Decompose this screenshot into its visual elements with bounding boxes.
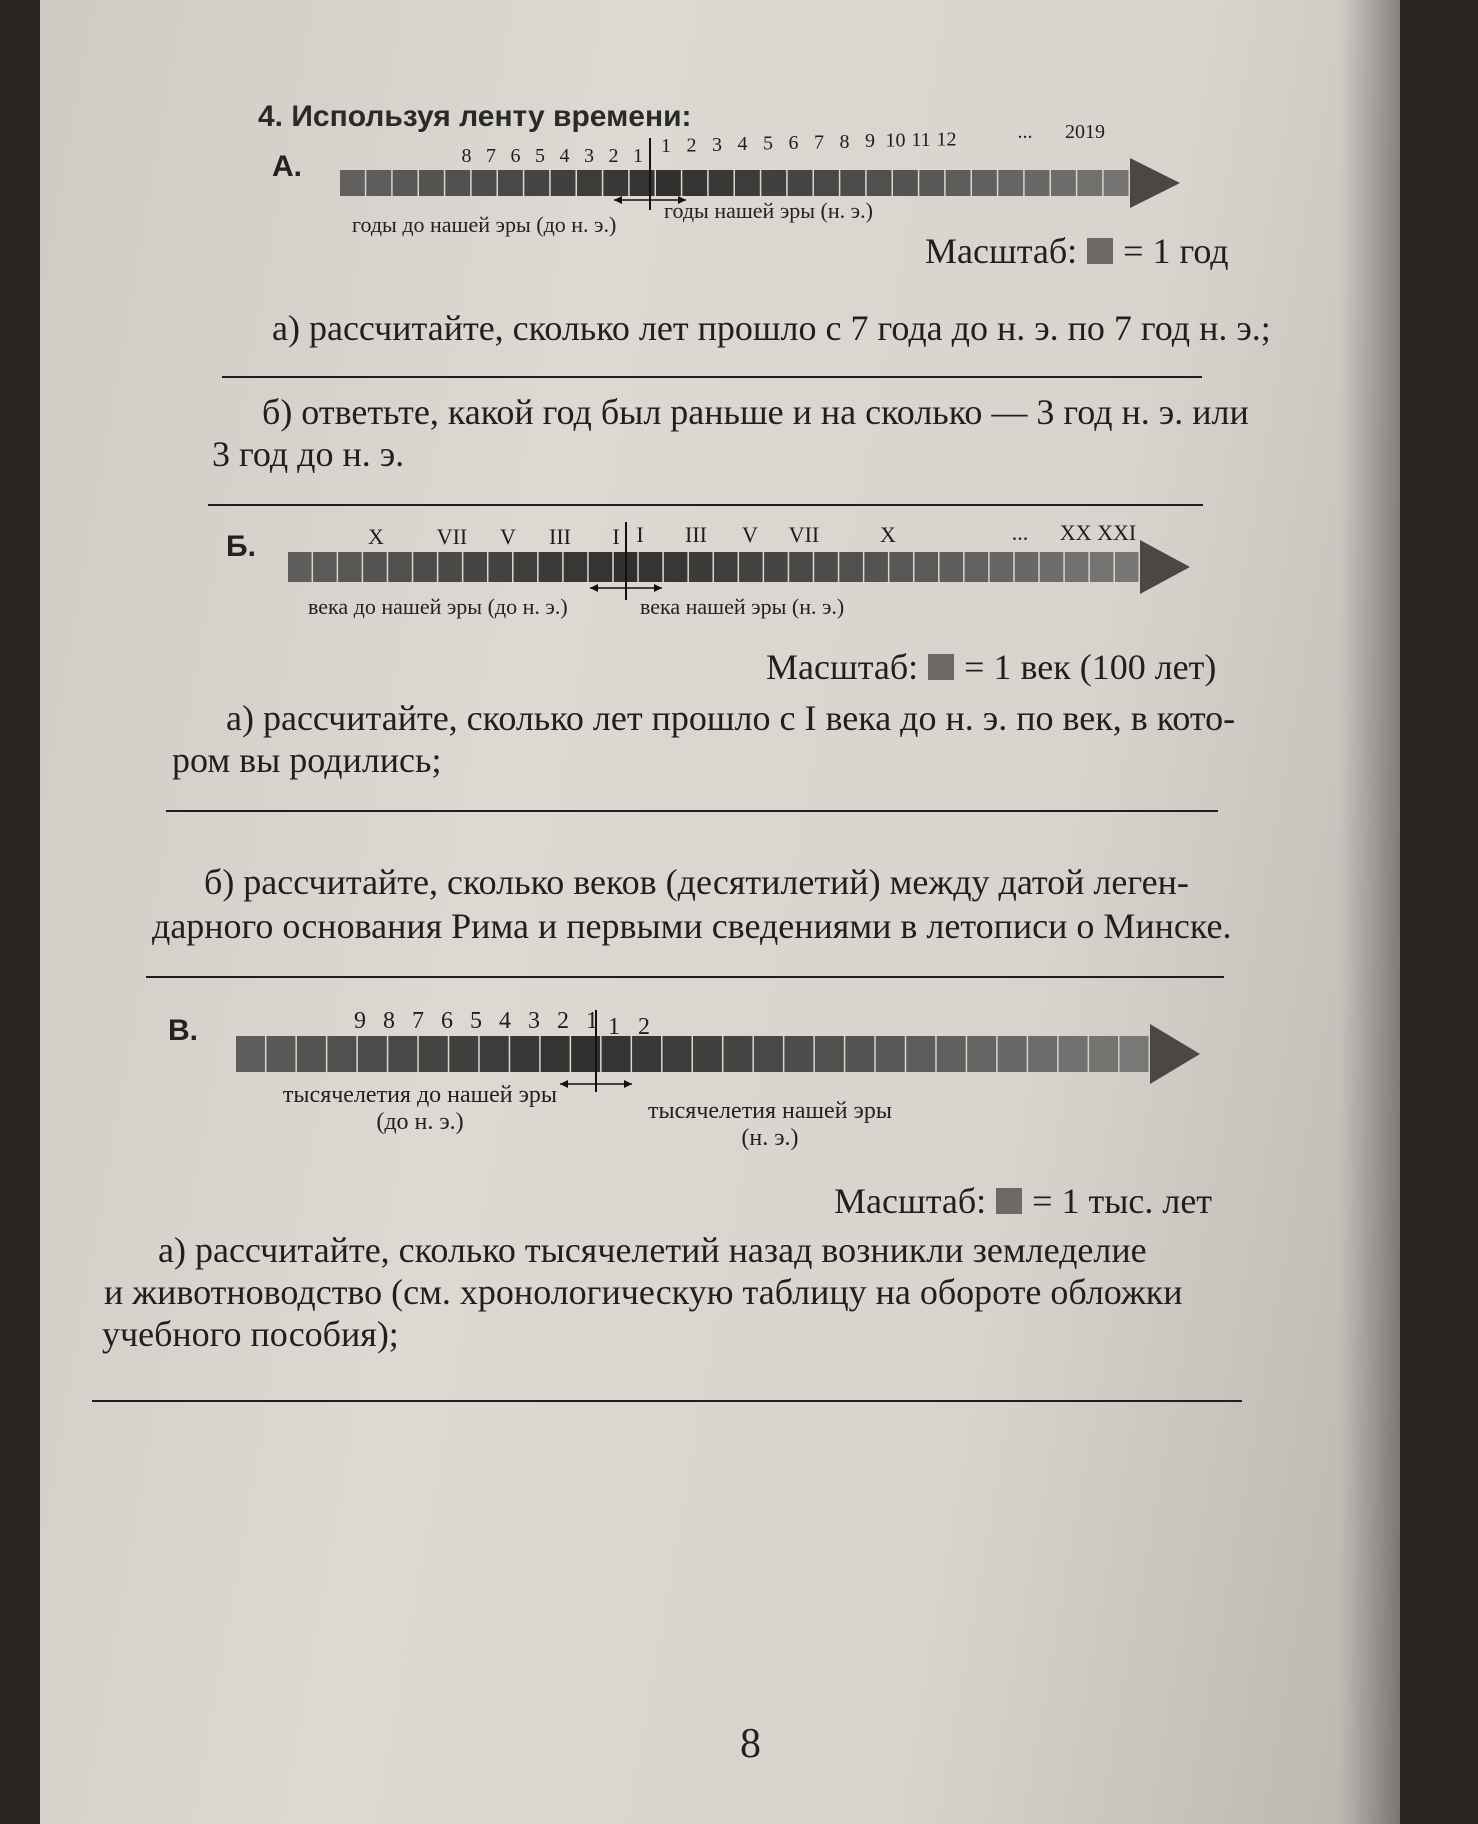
timeline-cell bbox=[663, 1036, 692, 1072]
timeline-cell bbox=[914, 552, 938, 582]
timeline-cell bbox=[514, 552, 538, 582]
timeline-a-tick-ce: 6 bbox=[788, 132, 799, 154]
timeline-cell bbox=[723, 1036, 752, 1072]
timeline-c-tick-bce: 7 bbox=[412, 1008, 424, 1034]
timeline-cell bbox=[967, 1036, 996, 1072]
timeline-cell bbox=[236, 1036, 265, 1072]
answer-line-a-1[interactable] bbox=[222, 376, 1202, 378]
timeline-cell bbox=[867, 170, 892, 196]
question-b-1-line2: ром вы родились; bbox=[172, 740, 442, 780]
timeline-cell bbox=[788, 170, 813, 196]
timeline-cell bbox=[1025, 170, 1050, 196]
timeline-c-tick-bce: 6 bbox=[441, 1008, 453, 1034]
timeline-c-tick-bce: 3 bbox=[528, 1008, 540, 1034]
timeline-cell bbox=[419, 170, 444, 196]
timeline-cell bbox=[1089, 1036, 1118, 1072]
timeline-cell bbox=[814, 552, 838, 582]
timeline-a-tick-ce: 3 bbox=[712, 133, 722, 156]
question-c-1-line3: учебного пособия); bbox=[102, 1314, 399, 1354]
arrow-head-icon bbox=[1130, 158, 1180, 208]
timeline-cell bbox=[1104, 170, 1129, 196]
arrow-head-icon bbox=[1150, 1024, 1200, 1084]
timeline-cell bbox=[990, 552, 1014, 582]
timeline-a-tick-ce: 10 bbox=[885, 129, 906, 152]
timeline-a-tick-bce: 1 bbox=[633, 145, 643, 167]
timeline-c-tick-bce: 5 bbox=[470, 1008, 482, 1034]
timeline-a-tick-ce: 5 bbox=[763, 132, 773, 155]
scale-square-icon bbox=[996, 1188, 1022, 1214]
timeline-cell bbox=[445, 170, 470, 196]
scale-b-value: = 1 век (100 лет) bbox=[964, 647, 1217, 687]
timeline-cell bbox=[889, 552, 913, 582]
timeline-a-tick-bce: 2 bbox=[608, 145, 619, 167]
timeline-cell bbox=[488, 552, 512, 582]
timeline-cell bbox=[845, 1036, 874, 1072]
timeline-b bbox=[40, 510, 1400, 650]
question-a-1: а) рассчитайте, сколько лет прошло с 7 года до н. э. по 7 год н. э.; bbox=[272, 308, 1271, 348]
timeline-cell bbox=[965, 552, 989, 582]
timeline-cell bbox=[1040, 552, 1064, 582]
timeline-cell bbox=[1120, 1036, 1149, 1072]
question-b-1-line1: а) рассчитайте, сколько лет прошло с I века до н. э. по век, в кото- bbox=[226, 698, 1236, 738]
timeline-cell bbox=[577, 170, 602, 196]
timeline-a-caption-bce: годы до нашей эры (до н. э.) bbox=[352, 212, 617, 237]
timeline-cell bbox=[656, 170, 681, 196]
timeline-cell bbox=[524, 170, 549, 196]
timeline-cell bbox=[682, 170, 707, 196]
timeline-cell bbox=[266, 1036, 295, 1072]
arrow-head-icon bbox=[1140, 540, 1190, 594]
timeline-cell bbox=[998, 170, 1023, 196]
timeline-a-ellipsis: ... bbox=[1017, 121, 1033, 143]
timeline-cell bbox=[632, 1036, 661, 1072]
timeline-c-tick-ce: 2 bbox=[638, 1014, 650, 1040]
timeline-cell bbox=[761, 170, 786, 196]
answer-line-a-2[interactable] bbox=[208, 504, 1203, 506]
scale-a-value: = 1 год bbox=[1123, 231, 1229, 271]
timeline-c-caption-bce-line1: тысячелетия до нашей эры bbox=[282, 1082, 558, 1108]
timeline-cell bbox=[689, 552, 713, 582]
timeline-cell bbox=[764, 552, 788, 582]
question-b-2-line1: б) рассчитайте, сколько веков (десятилетий) между датой леген- bbox=[204, 862, 1189, 902]
timeline-a-tick-bce: 7 bbox=[486, 145, 496, 167]
timeline-cell bbox=[639, 552, 663, 582]
timeline-a-tick-bce: 3 bbox=[584, 145, 594, 167]
workbook-page bbox=[40, 0, 1400, 1824]
timeline-cell bbox=[539, 552, 563, 582]
answer-line-c-1[interactable] bbox=[92, 1400, 1242, 1402]
timeline-cell bbox=[784, 1036, 813, 1072]
timeline-cell bbox=[1065, 552, 1089, 582]
timeline-c-tick-ce: 1 bbox=[608, 1014, 620, 1040]
timeline-cell bbox=[998, 1036, 1027, 1072]
scale-b-label: Масштаб: bbox=[766, 647, 919, 687]
timeline-a-tick-ce: 11 bbox=[911, 129, 931, 151]
scale-square-icon bbox=[1087, 238, 1113, 264]
timeline-cell bbox=[498, 170, 523, 196]
scale-c-label: Масштаб: bbox=[834, 1181, 987, 1221]
timeline-a-caption-ce: годы нашей эры (н. э.) bbox=[664, 198, 873, 223]
timeline-cell bbox=[754, 1036, 783, 1072]
timeline-b-tick-ce: V bbox=[742, 522, 758, 547]
timeline-b-tick-bce: V bbox=[500, 524, 516, 549]
timeline-cell bbox=[366, 170, 391, 196]
question-a-2-line1: б) ответьте, какой год был раньше и на сколько — 3 год н. э. или bbox=[262, 392, 1249, 432]
timeline-cell bbox=[1028, 1036, 1057, 1072]
timeline-cell bbox=[393, 170, 418, 196]
timeline-cell bbox=[438, 552, 462, 582]
timeline-cell bbox=[815, 1036, 844, 1072]
timeline-cell bbox=[876, 1036, 905, 1072]
timeline-cell bbox=[551, 170, 576, 196]
task-title: 4. Используя ленту времени: bbox=[258, 100, 692, 133]
question-a-2-line2: 3 год до н. э. bbox=[212, 434, 405, 474]
timeline-a-tick-bce: 6 bbox=[510, 145, 521, 167]
scale-a-label: Масштаб: bbox=[925, 231, 1078, 271]
timeline-cell bbox=[940, 552, 964, 582]
timeline-cell bbox=[413, 552, 437, 582]
timeline-cell bbox=[363, 552, 387, 582]
timeline-cell bbox=[541, 1036, 570, 1072]
timeline-c-caption-ce bbox=[620, 1098, 920, 1152]
scale-c bbox=[834, 1180, 1212, 1222]
timeline-cell bbox=[789, 552, 813, 582]
timeline-b-tick-bce: III bbox=[549, 524, 571, 549]
timeline-cell bbox=[288, 552, 312, 582]
question-b-2-line2: дарного основания Рима и первыми сведениями в летописи о Минске. bbox=[152, 906, 1232, 946]
scale-b bbox=[766, 646, 1216, 688]
timeline-b-tick-ce: VII bbox=[788, 522, 820, 547]
timeline-a-tick-ce: 7 bbox=[814, 131, 824, 154]
timeline-b-caption-ce: века нашей эры (н. э.) bbox=[640, 594, 845, 619]
timeline-cell bbox=[603, 170, 628, 196]
timeline-cell bbox=[297, 1036, 326, 1072]
answer-line-b-1[interactable] bbox=[166, 810, 1218, 812]
question-c-1-line2: и животноводство (см. хронологическую таблицу на обороте обложки bbox=[104, 1272, 1183, 1312]
timeline-cell bbox=[693, 1036, 722, 1072]
timeline-c-caption-bce bbox=[260, 1082, 580, 1136]
arrow-right-icon bbox=[624, 1080, 632, 1088]
timeline-cell bbox=[714, 552, 738, 582]
timeline-c-tick-bce: 1 bbox=[586, 1008, 598, 1034]
scale-a bbox=[925, 230, 1229, 272]
timeline-cell bbox=[906, 1036, 935, 1072]
timeline-a-end-label: 2019 bbox=[1065, 121, 1105, 143]
timeline-a-tick-bce: 4 bbox=[559, 145, 570, 167]
timeline-b-caption-bce: века до нашей эры (до н. э.) bbox=[308, 594, 568, 619]
timeline-cell bbox=[388, 1036, 417, 1072]
timeline-cell bbox=[327, 1036, 356, 1072]
timeline-cell bbox=[739, 552, 763, 582]
timeline-cell bbox=[313, 552, 337, 582]
timeline-cell bbox=[480, 1036, 509, 1072]
timeline-cell bbox=[589, 552, 613, 582]
timeline-a-tick-ce: 12 bbox=[936, 128, 957, 151]
timeline-a-tick-ce: 2 bbox=[686, 134, 697, 157]
timeline-b-tick-bce: VII bbox=[436, 524, 468, 549]
timeline-cell bbox=[463, 552, 487, 582]
timeline-cell bbox=[564, 552, 588, 582]
timeline-c-caption-ce-line2: (н. э.) bbox=[741, 1125, 799, 1151]
section-b-letter: Б. bbox=[226, 530, 256, 563]
section-c-letter: В. bbox=[168, 1014, 198, 1047]
timeline-cell bbox=[1077, 170, 1102, 196]
page-number: 8 bbox=[740, 1721, 761, 1767]
timeline-b-tick-ce: I bbox=[636, 522, 644, 547]
answer-line-b-2[interactable] bbox=[146, 976, 1224, 978]
timeline-a-tick-ce: 4 bbox=[737, 133, 748, 156]
timeline-cell bbox=[709, 170, 734, 196]
timeline-a-tick-bce: 5 bbox=[535, 145, 545, 167]
timeline-cell bbox=[839, 552, 863, 582]
timeline-b-tick-bce: I bbox=[612, 524, 620, 549]
timeline-b-tick-bce: X bbox=[368, 524, 384, 549]
timeline-c-caption-ce-line1: тысячелетия нашей эры bbox=[648, 1098, 892, 1124]
timeline-b-tick-ce: X bbox=[880, 522, 896, 547]
timeline-cell bbox=[510, 1036, 539, 1072]
timeline-c-caption-bce-line2: (до н. э.) bbox=[376, 1109, 464, 1135]
timeline-cell bbox=[946, 170, 971, 196]
timeline-c-tick-bce: 4 bbox=[499, 1008, 511, 1034]
timeline-cell bbox=[1015, 552, 1039, 582]
timeline-b-end-label: XX XXI bbox=[1059, 520, 1137, 545]
scale-c-value: = 1 тыс. лет bbox=[1032, 1181, 1213, 1221]
timeline-cell bbox=[893, 170, 918, 196]
timeline-c-tick-bce: 9 bbox=[354, 1008, 366, 1034]
timeline-cell bbox=[919, 170, 944, 196]
question-c-1-line1: а) рассчитайте, сколько тысячелетий назад возникли земледелие bbox=[158, 1230, 1147, 1270]
arrow-right-icon bbox=[654, 584, 662, 592]
timeline-cell bbox=[358, 1036, 387, 1072]
timeline-cell bbox=[602, 1036, 631, 1072]
timeline-cell bbox=[338, 552, 362, 582]
timeline-cell bbox=[449, 1036, 478, 1072]
timeline-cell bbox=[840, 170, 865, 196]
timeline-b-tick-ce: III bbox=[685, 522, 707, 547]
timeline-b-ellipsis: ... bbox=[1011, 520, 1029, 545]
timeline-cell bbox=[1059, 1036, 1088, 1072]
timeline-cell bbox=[1115, 552, 1139, 582]
arrow-left-icon bbox=[590, 584, 598, 592]
timeline-a-tick-ce: 1 bbox=[661, 135, 671, 157]
timeline-c-tick-bce: 2 bbox=[557, 1008, 569, 1034]
timeline-a-tick-bce: 8 bbox=[461, 145, 472, 167]
timeline-cell bbox=[1051, 170, 1076, 196]
arrow-left-icon bbox=[614, 196, 622, 204]
timeline-a-tick-ce: 8 bbox=[839, 130, 850, 153]
timeline-cell bbox=[1090, 552, 1114, 582]
timeline-cell bbox=[735, 170, 760, 196]
timeline-cell bbox=[419, 1036, 448, 1072]
timeline-cell bbox=[340, 170, 365, 196]
timeline-cell bbox=[664, 552, 688, 582]
scale-square-icon bbox=[928, 654, 954, 680]
timeline-c-tick-bce: 8 bbox=[383, 1008, 395, 1034]
timeline-cell bbox=[472, 170, 497, 196]
timeline-cell bbox=[937, 1036, 966, 1072]
section-a-letter: А. bbox=[272, 150, 302, 183]
timeline-cell bbox=[814, 170, 839, 196]
timeline-cell bbox=[864, 552, 888, 582]
timeline-a-tick-ce: 9 bbox=[865, 130, 875, 153]
timeline-cell bbox=[388, 552, 412, 582]
timeline-cell bbox=[972, 170, 997, 196]
